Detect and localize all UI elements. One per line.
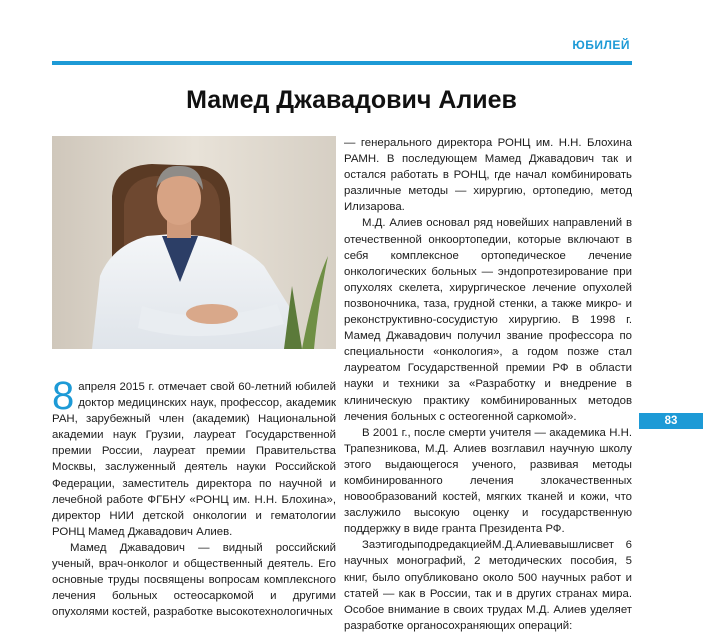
- article-title: Мамед Джавадович Алиев: [186, 86, 517, 114]
- header-rule: [52, 61, 632, 65]
- article-paragraph: — генерального директора РОНЦ им. Н.Н. Блохина РАМН. В последующем Мамед Джавадович так и остался работать в РОНЦ, где начал комбинировать различные методы — хирургию, ортопедию, метод Илизарова.: [344, 137, 632, 214]
- article-paragraph: В 2001 г., после смерти учителя — академика Н.Н. Трапезникова, М.Д. Алиев возглавил научную школу этого выдающегося ученого, развивая методы комбинированного лечения злокачественных новообразований костей, мягких тканей и кожи, что заслужило высокую оценку и государственную поддержку в виде гранта Президента РФ.: [344, 426, 632, 536]
- page-number-badge: 83: [639, 413, 703, 429]
- paragraph-text: апреля 2015 г. отмечает свой 60-летний юбилей доктор медицинских наук, профессор, академик РАН, зарубежный член (академик) Национальной академии наук Грузии, лауреат Государственной премии России, лауреат премии Правительства Москвы, заслуженный деятель науки Российской Федерации, заместитель директора по научной и лечебной работе ФГБНУ «РОНЦ им. Н.Н. Блохина», директор НИИ детской онкологии и гематологии РОНЦ Мамед Джавадович Алиев.: [52, 381, 336, 538]
- article-paragraph: [52, 374, 336, 540]
- section-label: ЮБИЛЕЙ: [572, 38, 630, 52]
- article-right-column: [344, 135, 632, 634]
- article-left-column: [52, 374, 336, 620]
- portrait-photo-icon: [52, 136, 336, 349]
- dropcap: 8: [52, 374, 75, 418]
- article-paragraph: М.Д. Алиев основал ряд новейших направлений в отечественной онкоортопедии, которые включают в себя комплексное ортопедическое лечение онкологических больных — эндопротезирование при опухолях скелета, хирургическое лечение опухолей позвоночника, таза, грудной стенки, а также микро- и реконструктивно-сосудистую хирургию. В 1998 г. Мамед Джавадович получил звание профессора по специальности «онкология», а годом позже стал лауреатом Государственной премии РФ в области науки и техники за «Разработку и внедрение в клиническую практику комбинированных методов лечения больных с остеогенной саркомой».: [344, 217, 632, 423]
- article-paragraph: ЗаэтигодыподредакциейМ.Д.Алиевавышлисвет 6 научных монографий, 2 методических пособия, 5 книг, было опубликовано около 500 научных работ и статей — как в России, так и в других странах мира. Особое внимание в своих трудах М.Д. Алиев уделяет разработке органосохраняющих операций:: [344, 539, 632, 632]
- article-paragraph: Мамед Джавадович — видный российский ученый, врач-онколог и общественный деятель. Его основные труды посвящены вопросам комплексного лечения больных остеосаркомой и другими опухолями костей, разработке высокотехнологичных: [52, 541, 336, 619]
